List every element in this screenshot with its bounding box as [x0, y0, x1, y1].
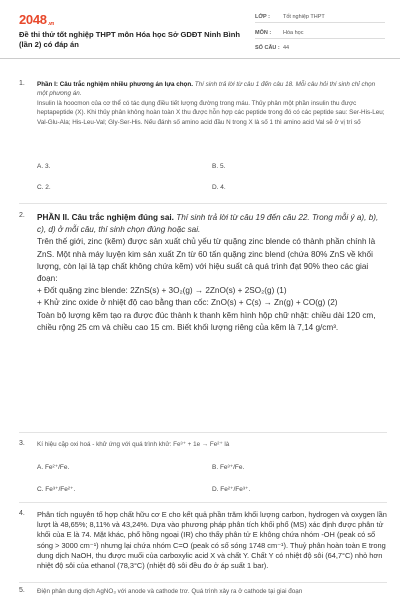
question-text: Kí hiệu cặp oxi hoá - khử ứng với quá trình khử: Fe³⁺ + 1e → Fe²⁺ là [37, 441, 230, 448]
meta-subject: MÔN : Hóa học [255, 30, 385, 36]
option-d[interactable]: D. Fe²⁺/Fe³⁺. [212, 486, 251, 493]
divider [19, 432, 387, 433]
question-text: Điện phân dung dịch AgNO₃ với anode và cathode trơ. Quá trình xảy ra ở cathode tại giai đoạn [37, 588, 303, 595]
page-header [0, 0, 400, 59]
divider [19, 502, 387, 503]
option-b[interactable]: B. Fe³⁺/Fe. [212, 464, 245, 471]
question-5 [19, 587, 387, 596]
meta-class: LỚP : Tốt nghiệp THPT [255, 14, 385, 20]
q1-options [37, 163, 387, 193]
question-text: Phần I: Câu trắc nghiệm nhiều phương án lựa chọn. Thí sinh trả lời từ câu 1 đến câu 18. Mỗi câu hỏi thí sinh chỉ chọn một phương án. Insulin là hoocmon của cơ thể có tác dụng điều tiết lượng đường trong máu. Thủy phân một phần insulin thu được heptapeptide (X). Khi thủy phân không hoàn toàn X thu được hỗn hợp các peptide trong đó có các peptide sau: Ser-His-Leu; Val-Glu-Ala; His-Leu-Val; Gly-Ser-His. Nếu đánh số amino acid đầu N trong X là số 1 thì amino acid Val sẽ ở vị trí số [37, 81, 385, 126]
question-number: 3. [19, 440, 25, 447]
question-text: PHẦN II. Câu trắc nghiệm đúng sai. Thí sinh trả lời từ câu 19 đến câu 22. Trong mỗi ý a), b), c), d) ở mỗi câu, thí sinh chọn đúng hoặc sai. Trên thế giới, zinc (kẽm) được sản xuất chủ yếu từ quặng zinc blende có thành phần chính là ZnS. Một nhà máy luyện kim sản xuất Zn từ 60 tấn quặng zinc blend (chứa 80% ZnS về khối lượng, còn lại là tạp chất không chứa kẽm) với hiệu suất cả quá trình đạt 90% theo các giai đoạn: + Đốt quặng zinc blende: 2ZnS(s) + 3O₂(g) → 2ZnO(s) + 2SO₂(g) (1) + Khử zinc oxide ở nhiệt độ cao bằng than cốc: ZnO(s) + C(s) → Zn(g) + CO(g) (2) Toàn bộ lượng kẽm tạo ra được đúc thành k thanh kẽm hình hộp chữ nhật: chiều dài 120 cm, chiều rộng 25 cm và chiều cao 15 cm. Biết khối lượng riêng của kẽm là 7,14 g/cm³. [37, 213, 379, 332]
question-3 [19, 440, 387, 449]
logo[interactable]: 2048.vn [19, 12, 55, 27]
option-d[interactable]: D. 4. [212, 184, 226, 191]
question-number: 5. [19, 587, 25, 594]
option-c[interactable]: C. Fe³⁺/Fe²⁺. [37, 486, 76, 493]
question-text: Phân tích nguyên tố hợp chất hữu cơ E cho kết quả phần trăm khối lượng carbon, hydrogen và oxygen lần lượt là 48,65%; 8,11% và 43,24%. Dựa vào phương pháp phân tích khối phổ (MS) xác định được phân tử khối của E là 74. Mặt khác, phổ hồng ngoại (IR) cho thấy phân tử E không chứa nhóm -OH (peak có số sóng > 3000 cm⁻¹) nhưng lại chứa nhóm C=O (peak có số sóng 1748 cm⁻¹). Thuỷ phân hoàn toàn E trong dung dịch NaOH, thu được muối của carboxylic acid X và chất Y. Chất Y có nhiệt độ sôi (64,7°C) nhỏ hơn nhiệt độ sôi của ethanol (78,3°C) (nhiệt độ sôi đều đo ở áp suất 1 bar). [37, 510, 387, 571]
option-c[interactable]: C. 2. [37, 184, 51, 191]
meta-count: SỐ CÂU : 44 [255, 45, 290, 51]
question-number: 1. [19, 80, 25, 87]
divider [19, 203, 387, 204]
question-number: 2. [19, 212, 25, 219]
divider [19, 582, 387, 583]
q3-options [37, 463, 387, 493]
option-a[interactable]: A. 3. [37, 163, 51, 170]
page-title: Đề thi thử tốt nghiệp THPT môn Hóa học Sở GDĐT Ninh Bình (lần 2) có đáp án [19, 30, 240, 49]
question-2 [19, 212, 387, 334]
question-number: 4. [19, 510, 25, 517]
question-1 [19, 80, 387, 127]
option-a[interactable]: A. Fe²⁺/Fe. [37, 464, 70, 471]
option-b[interactable]: B. 5. [212, 163, 226, 170]
question-4 [19, 510, 387, 571]
